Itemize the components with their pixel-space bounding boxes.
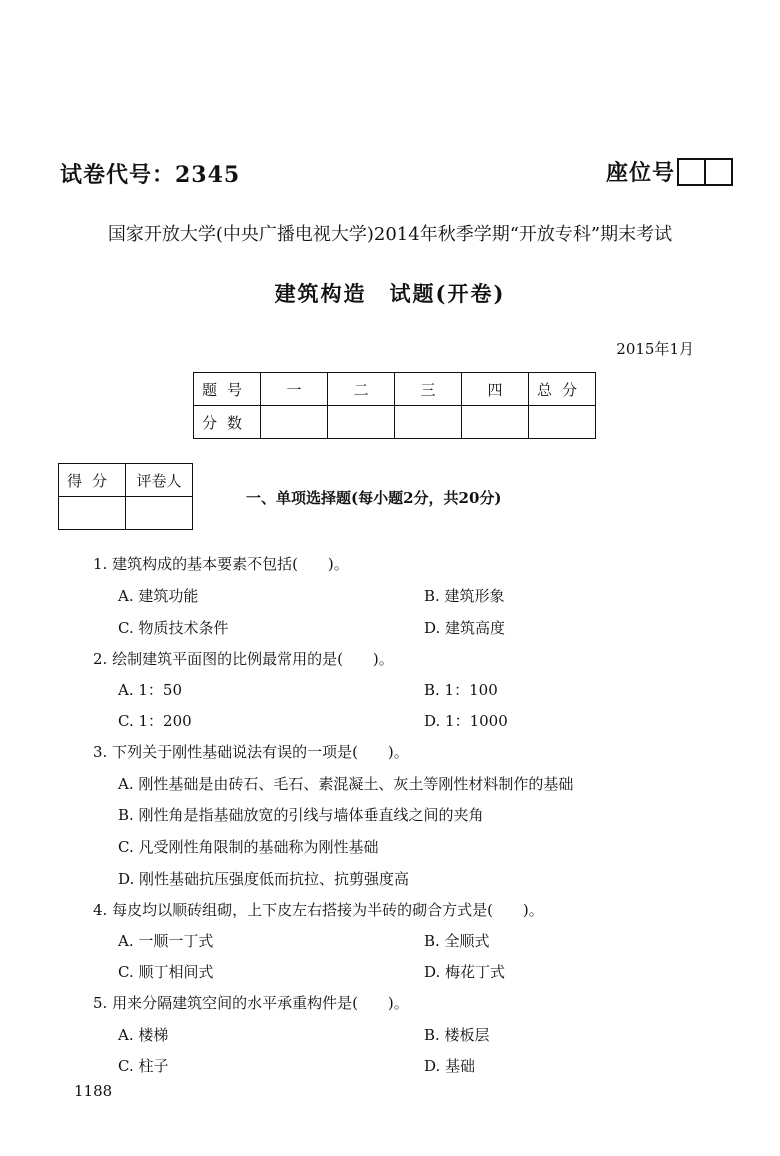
question-2-option-b: B. 1：100	[424, 681, 498, 699]
score-table	[193, 372, 596, 439]
grader-score-label: 得分	[59, 464, 126, 497]
question-2-option-a: A. 1：50	[118, 681, 182, 699]
page-number: 1188	[74, 1082, 113, 1100]
question-3-option-b: B. 刚性角是指基础放宽的引线与墙体垂直线之间的夹角	[118, 806, 484, 824]
grader-score-cell	[59, 497, 126, 530]
seat-number-label: 座位号	[606, 160, 676, 186]
score-cell	[328, 406, 395, 439]
question-1: 1. 建筑构成的基本要素不包括( )。	[93, 555, 349, 573]
paper-code: 试卷代号：2345	[60, 162, 241, 188]
score-table-col: 总分	[529, 373, 596, 406]
question-2-option-d: D. 1：1000	[424, 712, 508, 730]
question-4-option-b: B. 全顺式	[424, 932, 490, 950]
seat-number	[606, 156, 733, 187]
exam-date: 2015年1月	[616, 340, 694, 358]
score-table-score-row	[194, 406, 596, 439]
question-3-option-c: C. 凡受刚性角限制的基础称为刚性基础	[118, 838, 379, 856]
question-4-option-c: C. 顺丁相间式	[118, 963, 214, 981]
seat-number-box	[677, 158, 733, 186]
question-4: 4. 每皮均以顺砖组砌，上下皮左右搭接为半砖的砌合方式是( )。	[93, 901, 544, 919]
score-table-col: 三	[395, 373, 462, 406]
score-cell	[462, 406, 529, 439]
score-table-col: 二	[328, 373, 395, 406]
score-cell	[395, 406, 462, 439]
grader-name-cell	[126, 497, 193, 530]
question-5-option-c: C. 柱子	[118, 1057, 169, 1075]
question-3-option-a: A. 刚性基础是由砖石、毛石、素混凝土、灰土等刚性材料制作的基础	[118, 775, 574, 793]
score-table-col: 四	[462, 373, 529, 406]
question-1-option-a: A. 建筑功能	[118, 587, 199, 605]
question-5: 5. 用来分隔建筑空间的水平承重构件是( )。	[93, 994, 409, 1012]
question-4-option-a: A. 一顺一丁式	[118, 932, 214, 950]
question-1-option-b: B. 建筑形象	[424, 587, 505, 605]
score-table-row-label: 分数	[194, 406, 261, 439]
question-3: 3. 下列关于刚性基础说法有误的一项是( )。	[93, 743, 409, 761]
exam-header: 国家开放大学(中央广播电视大学)2014年秋季学期“开放专科”期末考试	[107, 224, 673, 245]
exam-title: 建筑构造 试题(开卷)	[274, 281, 506, 306]
question-4-option-d: D. 梅花丁式	[424, 963, 506, 981]
question-2: 2. 绘制建筑平面图的比例最常用的是( )。	[93, 650, 394, 668]
score-cell	[529, 406, 596, 439]
grader-label: 评卷人	[126, 464, 193, 497]
question-3-option-d: D. 刚性基础抗压强度低而抗拉、抗剪强度高	[118, 870, 410, 888]
grader-table	[58, 463, 193, 530]
score-cell	[261, 406, 328, 439]
section-title: 一、单项选择题(每小题2分，共20分)	[246, 489, 502, 507]
score-table-header-row	[194, 373, 596, 406]
question-2-option-c: C. 1：200	[118, 712, 192, 730]
question-5-option-b: B. 楼板层	[424, 1026, 490, 1044]
score-table-header-label: 题号	[194, 373, 261, 406]
question-5-option-d: D. 基础	[424, 1057, 476, 1075]
question-5-option-a: A. 楼梯	[118, 1026, 169, 1044]
score-table-col: 一	[261, 373, 328, 406]
question-1-option-c: C. 物质技术条件	[118, 619, 229, 637]
question-1-option-d: D. 建筑高度	[424, 619, 506, 637]
